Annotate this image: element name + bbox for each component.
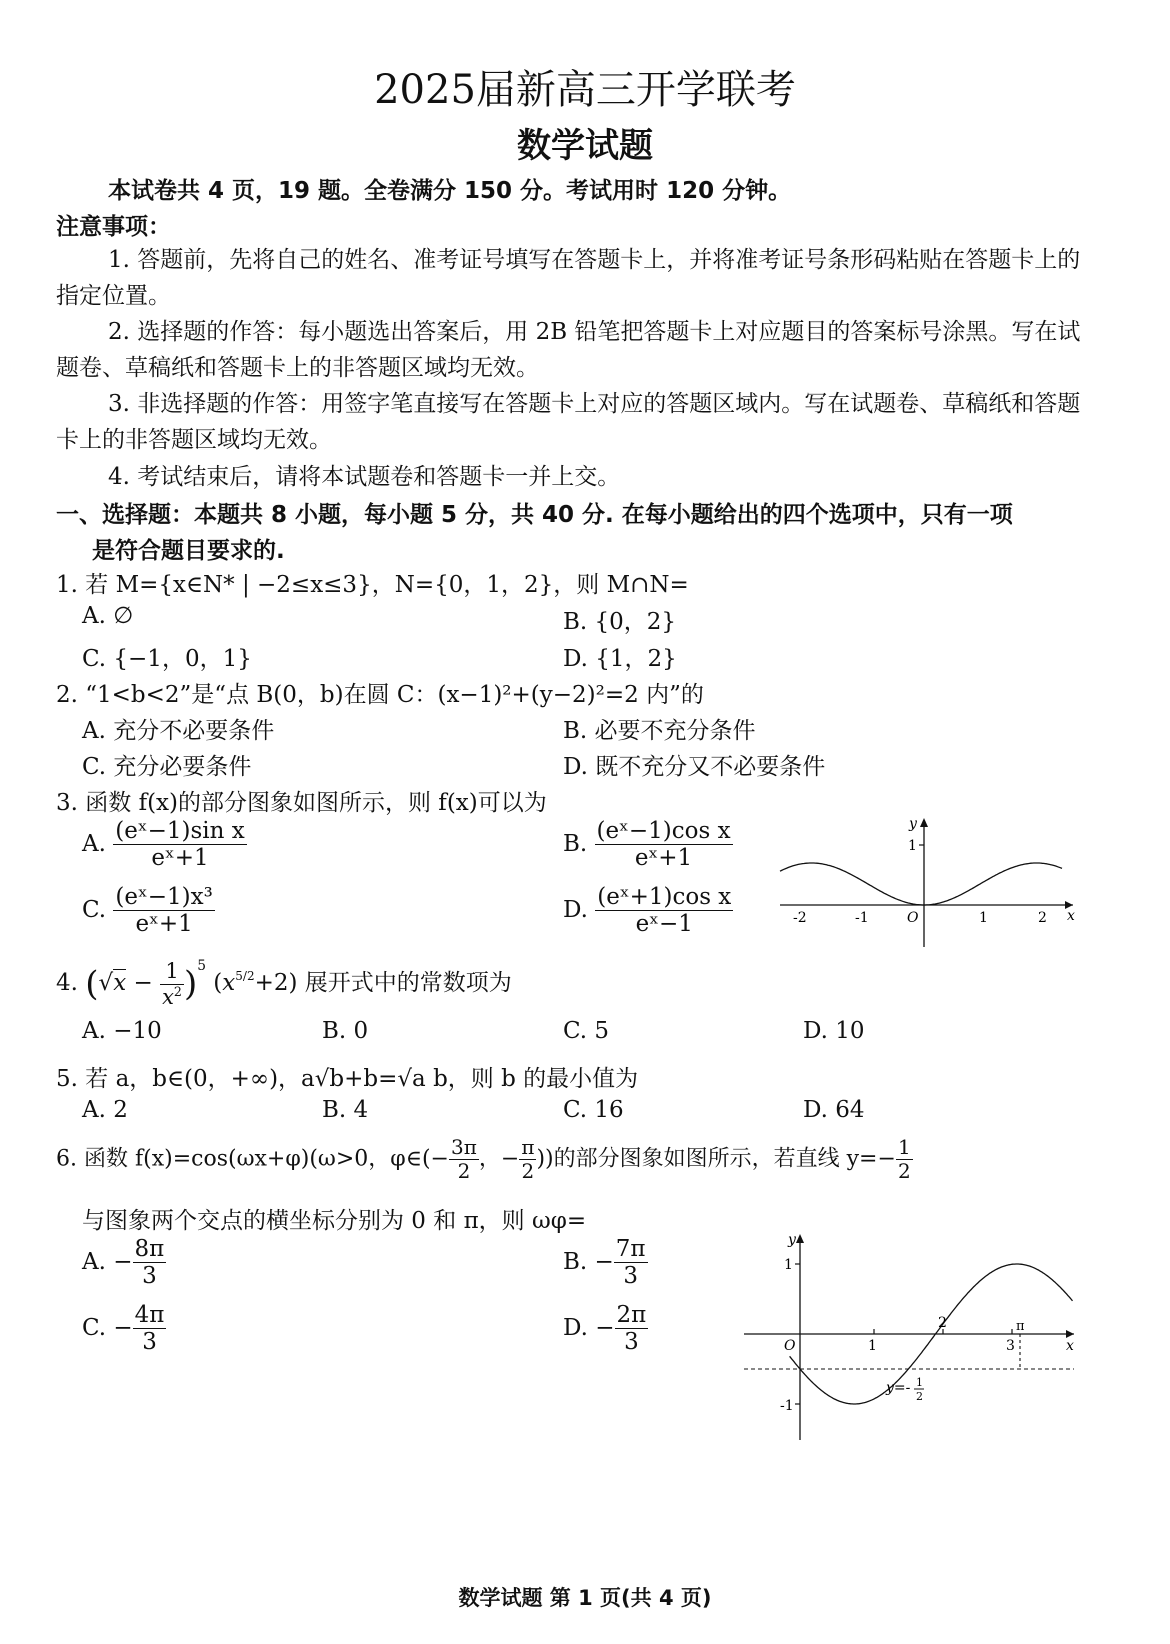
q4-option-b: B. 0 [322, 1018, 369, 1044]
q1-option-c: C. {−1，0，1} [82, 646, 252, 672]
q6-a-den: 3 [142, 1263, 157, 1290]
exam-intro: 本试卷共 4 页，19 题。全卷满分 150 分。考试用时 120 分钟。 [108, 178, 792, 204]
q4-option-c: C. 5 [563, 1018, 610, 1044]
q3-option-d-label: D. [563, 896, 588, 923]
q6-option-b [563, 1236, 648, 1290]
note-item: 2. 选择题的作答：每小题选出答案后，用 2B 铅笔把答题卡上对应题目的答案标号涂黑。写在试题卷、草稿纸和答题卡上的非答题区域均无效。 [56, 319, 1081, 381]
q6-frac3-num: 1 [897, 1135, 911, 1159]
q6-option-a [82, 1236, 166, 1290]
q6-pi-label: π [1016, 1319, 1025, 1334]
q3-c-numerator: (eˣ−1)x³ [115, 884, 213, 910]
exam-subtitle: 数学试题 [517, 126, 653, 166]
q6-stem-mid: ，− [478, 1146, 520, 1172]
q6-frac1-num: 3π [451, 1135, 477, 1159]
q6-stem-b: ))的部分图象如图所示，若直线 y=− [536, 1146, 896, 1172]
q6-option-b-label: B. − [563, 1248, 614, 1275]
q1-option-b: B. {0，2} [563, 609, 677, 635]
q6-option-c [82, 1302, 166, 1356]
q6-y-tick-label: -1 [780, 1398, 794, 1414]
q3-b-numerator: (eˣ−1)cos x [596, 818, 731, 844]
q3-option-d [563, 884, 733, 938]
q1-stem: 1. 若 M={x∈N* | −2≤x≤3}，N={0，1，2}，则 M∩N= [56, 572, 689, 598]
q6-origin: O [784, 1338, 796, 1354]
q3-option-b [563, 818, 733, 872]
section-heading: 一、选择题：本题共 8 小题，每小题 5 分，共 40 分. 在每小题给出的四个选项中，只有一项 [56, 502, 1013, 528]
q3-a-denominator: eˣ+1 [151, 845, 209, 872]
q5-option-c: C. 16 [563, 1097, 624, 1123]
q6-c-num: 4π [134, 1302, 165, 1328]
q3-option-c-label: C. [82, 896, 107, 923]
q3-y-label: y [909, 816, 917, 832]
q3-option-a-label: A. [82, 830, 106, 857]
q5-stem: 5. 若 a，b∈(0，+∞)，a√b+b=√a b，则 b 的最小值为 [56, 1066, 639, 1092]
q2-option-d: D. 既不充分又不必要条件 [563, 754, 826, 780]
q4-stem [56, 958, 512, 1009]
q2-option-a: A. 充分不必要条件 [82, 718, 275, 744]
q6-d-den: 3 [624, 1329, 639, 1356]
q3-a-numerator: (eˣ−1)sin x [115, 818, 245, 844]
q6-option-c-label: C. − [82, 1314, 133, 1341]
q6-a-num: 8π [134, 1236, 165, 1262]
q3-y-tick-label: 1 [908, 838, 917, 854]
q2-stem: 2. “1<b<2”是“点 B(0，b)在圆 C：(x−1)²+(y−2)²=2 内”的 [56, 682, 704, 708]
note-item: 3. 非选择题的作答：用签字笔直接写在答题卡上对应的答题区域内。写在试题卷、草稿纸和答题卡上的非答题区域均无效。 [56, 391, 1081, 453]
q6-x-tick-label: 3 [1006, 1338, 1015, 1354]
q3-origin: O [907, 910, 919, 926]
q6-frac2-num: π [521, 1135, 535, 1159]
section-heading-cont: 是符合题目要求的. [92, 538, 285, 564]
q4-stem-text: 展开式中的常数项为 [304, 970, 512, 996]
q3-x-tick-label: 2 [1038, 910, 1047, 926]
q3-stem: 3. 函数 f(x)的部分图象如图所示，则 f(x)可以为 [56, 790, 547, 816]
q6-x-arrow-icon [1066, 1330, 1074, 1338]
q3-x-tick-label: 1 [979, 910, 988, 926]
q6-option-a-label: A. − [82, 1248, 133, 1275]
q6-y-arrow-icon [796, 1234, 804, 1243]
q3-x-tick-label: -1 [855, 910, 869, 926]
q3-option-b-label: B. [563, 830, 588, 857]
q3-c-denominator: eˣ+1 [135, 911, 193, 938]
q6-y-label: y [788, 1232, 796, 1248]
q6-stem-a: 6. 函数 f(x)=cos(ωx+φ)(ω>0，φ∈(− [56, 1146, 449, 1172]
q3-b-denominator: eˣ+1 [634, 845, 693, 872]
q6-line-frac-num: 1 [916, 1376, 923, 1389]
q5-option-d: D. 64 [803, 1097, 865, 1123]
q3-graph [775, 812, 1080, 952]
q6-y-tick-label: 1 [784, 1257, 793, 1273]
exam-title: 2025届新高三开学联考 [374, 67, 796, 113]
q6-line-frac-den: 2 [916, 1390, 923, 1403]
q6-x-tick-label: 2 [938, 1315, 947, 1331]
q3-d-numerator: (eˣ+1)cos x [597, 884, 732, 910]
q1-option-d: D. {1，2} [563, 646, 677, 672]
q6-c-den: 3 [142, 1329, 157, 1356]
q6-d-num: 2π [616, 1302, 647, 1328]
q4-option-a: A. −10 [82, 1018, 162, 1044]
q3-y-arrow-icon [920, 818, 928, 827]
notes-heading: 注意事项： [56, 214, 171, 240]
q6-b-num: 7π [615, 1236, 646, 1262]
q3-option-c [82, 884, 215, 938]
q6-x-label: x [1066, 1338, 1074, 1354]
q2-option-c: C. 充分必要条件 [82, 754, 252, 780]
note-item: 4. 考试结束后，请将本试题卷和答题卡一并上交。 [108, 464, 621, 490]
q6-option-d [563, 1302, 648, 1356]
q1-option-a: A. ∅ [82, 603, 134, 629]
q6-b-den: 3 [623, 1263, 638, 1290]
q6-frac1-den: 2 [457, 1159, 471, 1183]
q6-line-label: y=- [886, 1380, 911, 1396]
q6-graph [740, 1230, 1080, 1445]
q4-expression: (√x − $\frac{1}{x^2}$ )$^5$ $(x^{5/2}+2)$ [85, 958, 305, 1009]
q3-option-a [82, 818, 247, 872]
q6-frac3-den: 2 [897, 1159, 911, 1183]
q5-option-a: A. 2 [82, 1097, 128, 1123]
q3-d-denominator: eˣ−1 [635, 911, 693, 938]
q4-option-d: D. 10 [803, 1018, 865, 1044]
q6-stem-line2: 与图象两个交点的横坐标分别为 0 和 π，则 ωφ= [82, 1208, 587, 1234]
q3-x-label: x [1067, 908, 1075, 924]
q3-x-tick-label: -2 [793, 910, 807, 926]
page-footer: 数学试题 第 1 页(共 4 页) [458, 1586, 712, 1610]
note-item: 1. 答题前，先将自己的姓名、准考证号填写在答题卡上，并将准考证号条形码粘贴在答题卡上的指定位置。 [56, 247, 1081, 309]
q6-stem-line1 [56, 1136, 913, 1183]
q6-frac2-den: 2 [521, 1159, 535, 1183]
q2-option-b: B. 必要不充分条件 [563, 718, 756, 744]
q6-x-tick-label: 1 [868, 1338, 877, 1354]
q5-option-b: B. 4 [322, 1097, 369, 1123]
q6-option-d-label: D. − [563, 1314, 615, 1341]
q4-number: 4. [56, 970, 78, 996]
q3-curve [780, 863, 1062, 905]
